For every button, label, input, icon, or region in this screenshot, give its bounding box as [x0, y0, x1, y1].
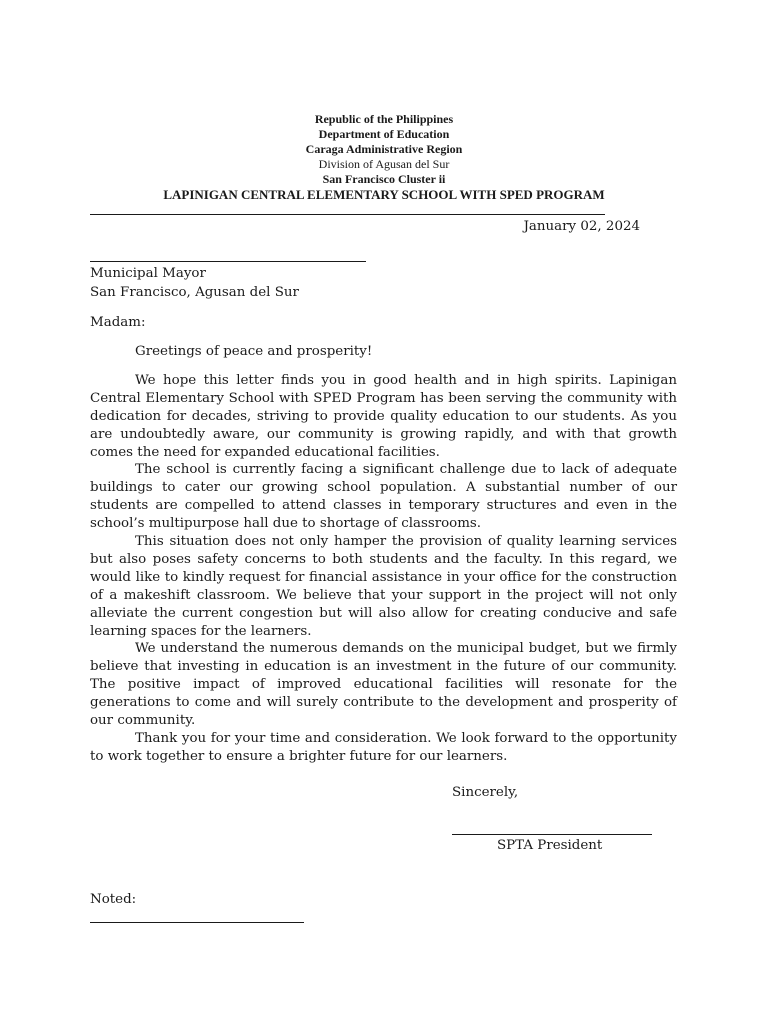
body-paragraph-1: We hope this letter finds you in good health and in high spirits. Lapinigan Central Elementary School with SPED Program has been serving the community with dedication for decades, striving to provide quality education to our students. As you are undoubtedly aware, our community is growing rapidly, and with that growth comes the need for expanded educational facilities. — [90, 373, 677, 460]
letterhead-department: Department of Education — [318, 127, 450, 141]
body-paragraph-4: We understand the numerous demands on the municipal budget, but we firmly believe that investing in education is an investment in the future of our community. The positive impact of improved educational facilities will resonate for the generations to come and will surely contribute to the development and prosperity of our community. — [90, 641, 677, 728]
letterhead-school-name: LAPINIGAN CENTRAL ELEMENTARY SCHOOL WITH SPED PROGRAM — [163, 187, 605, 202]
letterhead-country: Republic of the Philippines — [314, 112, 454, 126]
letter-date: January 02, 2024 — [523, 219, 640, 234]
body-paragraph-3: This situation does not only hamper the provision of quality learning services but also poses safety concerns to both students and the faculty. In this regard, we would like to kindly request for financial assistance in your office for the construction of a makeshift classroom. We believe that your support in the project will not only alleviate the current congestion but will also allow for creating conducive and safe learning spaces for the learners. — [90, 534, 677, 639]
greeting: Greetings of peace and prosperity! — [135, 344, 373, 359]
letterhead-division: Division of Agusan del Sur — [318, 157, 450, 171]
body-paragraph-2: The school is currently facing a significant challenge due to lack of adequate buildings to cater our growing school population. A substantial number of our students are compelled to attend classes in temporary structures and even in the school’s multipurpose hall due to shortage of classrooms. — [90, 462, 677, 531]
header-divider — [90, 214, 605, 215]
closing: Sincerely, — [452, 785, 519, 800]
recipient-title: Municipal Mayor — [90, 266, 206, 281]
salutation: Madam: — [90, 315, 146, 330]
noted-signature-line — [90, 922, 304, 923]
signatory-title: SPTA President — [497, 838, 603, 853]
letterhead — [0, 112, 768, 202]
letterhead-cluster: San Francisco Cluster ii — [322, 172, 446, 186]
recipient-name-line — [90, 261, 366, 262]
recipient-address: San Francisco, Agusan del Sur — [90, 285, 299, 300]
letterhead-region: Caraga Administrative Region — [305, 142, 463, 156]
noted-label: Noted: — [90, 892, 137, 907]
body-paragraph-5: Thank you for your time and consideration. We look forward to the opportunity to work together to ensure a brighter future for our learners. — [90, 731, 677, 764]
signature-line — [452, 834, 652, 835]
